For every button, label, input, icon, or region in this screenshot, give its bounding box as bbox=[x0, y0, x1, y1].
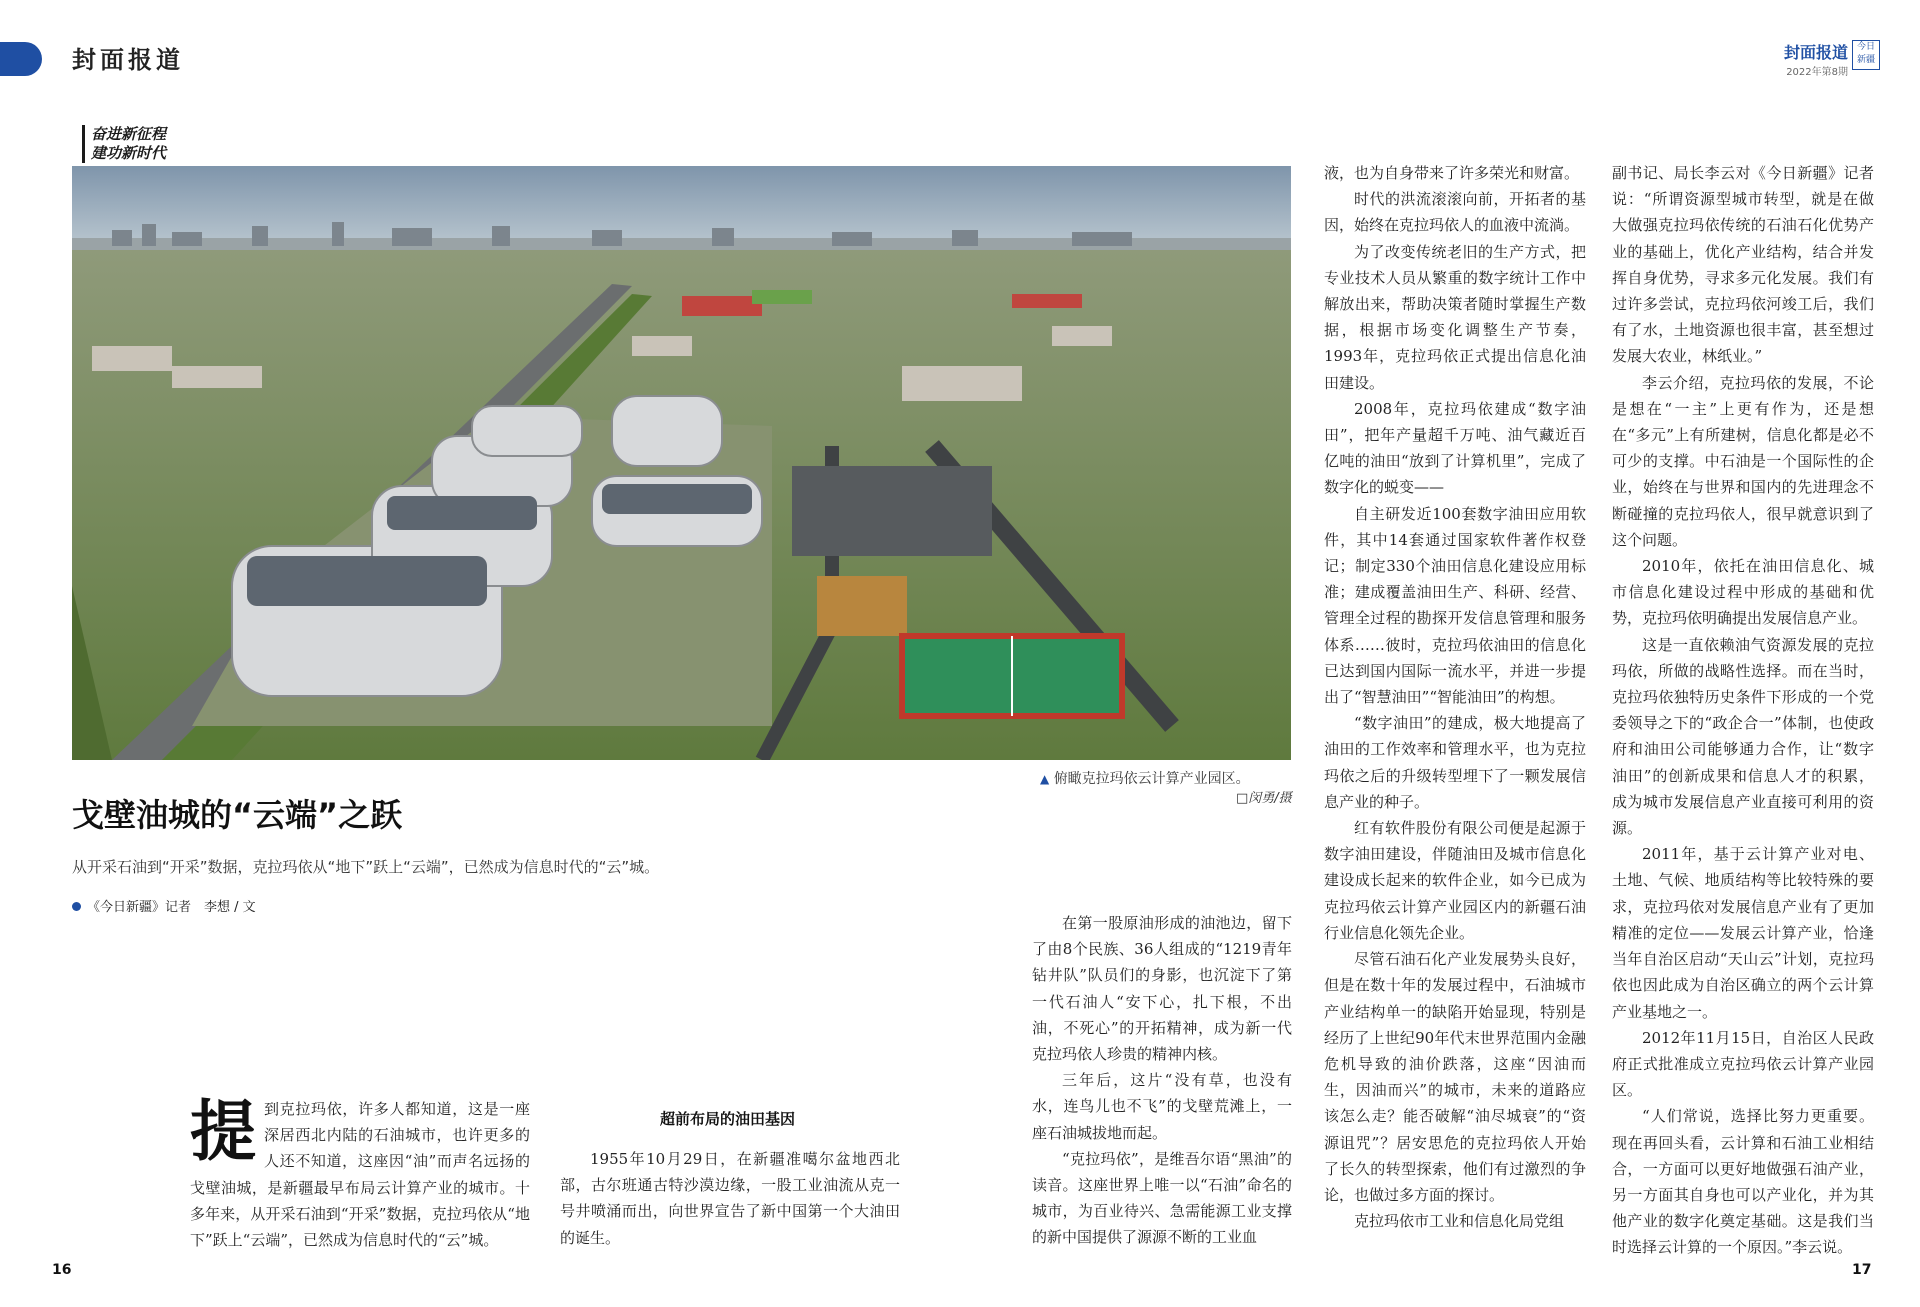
paragraph: 液，也为自身带来了许多荣光和财富。 bbox=[1324, 164, 1580, 182]
paragraph: 2010年，依托在油田信息化、城市信息化建设过程中形成的基础和优势，克拉玛依明确提出发展信息产业。 bbox=[1612, 557, 1874, 628]
article-headline: 戈壁油城的“云端”之跃 bbox=[72, 796, 403, 834]
issue-number: 2022年第8期 bbox=[1786, 67, 1848, 78]
paragraph: 2012年11月15日，自治区人民政府正式批准成立克拉玛依云计算产业园区。 bbox=[1612, 1028, 1874, 1100]
byline-dot-icon bbox=[72, 902, 81, 911]
photo-credit: □闵勇/摄 bbox=[1236, 791, 1292, 806]
paragraph: 副书记、局长李云对《今日新疆》记者说：“所谓资源型城市转型，就是在做大做强克拉玛依传统的石油石化优势产业的基础上，优化产业结构，结合并发挥自身优势，寻求多元化发展。我们有过许多尝试，克拉玛依河竣工后，我们有了水，土地资源也很丰富，甚至想过发展大农业，林纸业。” bbox=[1612, 164, 1874, 366]
brand-name: 封面报道 bbox=[1783, 43, 1848, 62]
page-number-right: 17 bbox=[1852, 1262, 1872, 1278]
slogan-line-2: 建功新时代 bbox=[91, 144, 167, 162]
aerial-photo-illustration bbox=[72, 166, 1291, 760]
paragraph: 为了改变传统老旧的生产方式，把专业技术人员从繁重的数字统计工作中解放出来，帮助决策者随时掌握生产数据，根据市场变化调整生产节奏，1993年，克拉玛依正式提出信息化油田建设。 bbox=[1324, 242, 1586, 392]
triangle-icon: ▲ bbox=[1040, 772, 1050, 786]
section-title: 封面报道 bbox=[72, 45, 184, 74]
article-column-4 bbox=[1324, 160, 1586, 1234]
page-number-left: 16 bbox=[52, 1262, 72, 1278]
paragraph: “人们常说，选择比努力更重要。现在再回头看，云计算和石油工业相结合，一方面可以更好地做强石油产业，另一方面其自身也可以产业化，并为其他产业的数字化奠定基础。这是我们当时选择云计算的一个原因。”李云说。 bbox=[1612, 1107, 1874, 1257]
drop-cap: 提 bbox=[190, 1092, 256, 1170]
paragraph: 时代的洪流滚滚向前，开拓者的基因，始终在克拉玛依人的血液中流淌。 bbox=[1324, 190, 1586, 235]
paragraph: 三年后，这片“没有草，也没有水，连鸟儿也不飞”的戈壁荒滩上，一座石油城拔地而起。 bbox=[1032, 1071, 1292, 1142]
paragraph: 这是一直依赖油气资源发展的克拉玛依，所做的战略性选择。而在当时，克拉玛依独特历史条件下形成的一个党委领导之下的“政企合一”体制，也使政府和油田公司能够通力合作，让“数字油田”的创新成果和信息人才的积累，成为城市发展信息产业直接可利用的资源。 bbox=[1612, 635, 1874, 838]
article-column-1 bbox=[190, 1092, 530, 1253]
article-byline bbox=[72, 896, 256, 915]
paragraph: 红有软件股份有限公司便是起源于数字油田建设，伴随油田及城市信息化建设成长起来的软件企业，如今已成为克拉玛依云计算产业园区内的新疆石油行业信息化领先企业。 bbox=[1324, 819, 1586, 942]
paragraph: 在第一股原油形成的油池边，留下了由8个民族、36人组成的“1219青年钻井队”队员们的身影，也沉淀下了第一代石油人“安下心，扎下根，不出油，不死心”的开拓精神，成为新一代克拉玛依人珍贵的精神内核。 bbox=[1032, 914, 1292, 1064]
magazine-logo: 今日新疆 bbox=[1852, 40, 1880, 70]
intro-paragraph bbox=[190, 1092, 530, 1253]
intro-text: 到克拉玛依，许多人都知道，这是一座深居西北内陆的石油城市，也许更多的人还不知道，这座因“油”而声名远扬的戈壁油城，是新疆最早布局云计算产业的城市。十多年来，从开采石油到“开采”数据，克拉玛依从“地下”跃上“云端”，已然成为信息时代的“云”城。 bbox=[190, 1100, 530, 1250]
photo-caption-text: 俯瞰克拉玛依云计算产业园区。 bbox=[1053, 771, 1250, 787]
magazine-brand bbox=[1784, 40, 1848, 78]
paragraph: 2011年，基于云计算产业对电、土地、气候、地质结构等比较特殊的要求，克拉玛依对发展信息产业有了更加精准的定位——发展云计算产业，恰逢当年自治区启动“天山云”计划，克拉玛依也因此成为自治区确立的两个云计算产业基地之一。 bbox=[1612, 845, 1874, 1021]
article-deck: 从开采石油到“开采”数据，克拉玛依从“地下”跃上“云端”，已然成为信息时代的“云”城。 bbox=[72, 858, 660, 876]
article-column-5 bbox=[1612, 160, 1874, 1261]
paragraph: 克拉玛依市工业和信息化局党组 bbox=[1354, 1212, 1565, 1231]
article-column-3 bbox=[1032, 910, 1292, 1251]
article-column-2 bbox=[560, 1146, 900, 1251]
photo-caption bbox=[1040, 768, 1250, 788]
paragraph: “克拉玛依”，是维吾尔语“黑油”的读音。这座世界上唯一以“石油”命名的城市，为百业待兴、急需能源工业支撑的新中国提供了源源不断的工业血 bbox=[1032, 1149, 1292, 1247]
paragraph: 李云介绍，克拉玛依的发展，不论是想在“一主”上更有作为，还是想在“多元”上有所建树，信息化都是必不可少的支撑。中石油是一个国际性的企业，始终在与世界和国内的先进理念不断碰撞的克拉玛依人，很早就意识到了这个问题。 bbox=[1612, 373, 1874, 549]
paragraph: 2008年，克拉玛依建成“数字油田”，把年产量超千万吨、油气藏近百亿吨的油田“放到了计算机里”，完成了数字化的蜕变—— bbox=[1324, 399, 1586, 497]
aerial-photo bbox=[72, 166, 1291, 760]
slogan-line-1: 奋进新征程 bbox=[91, 125, 167, 143]
section-tab-marker bbox=[0, 42, 42, 76]
paragraph: 1955年10月29日，在新疆准噶尔盆地西北部，古尔班通古特沙漠边缘，一股工业油流从克一号井喷涌而出，向世界宣告了新中国第一个大油田的诞生。 bbox=[560, 1150, 900, 1247]
slogan bbox=[82, 125, 166, 163]
byline-text: 《今日新疆》记者 李想 / 文 bbox=[87, 900, 256, 915]
paragraph: 尽管石油石化产业发展势头良好，但是在数十年的发展过程中，石油城市产业结构单一的缺陷开始显现，特别是经历了上世纪90年代末世界范围内金融危机导致的油价跌落，这座“因油而生，因油而兴”的城市，未来的道路应该怎么走？能否破解“油尽城衰”的“资源诅咒”？居安思危的克拉玛依人开始了长久的转型探索，他们有过激烈的争论，也做过多方面的探讨。 bbox=[1324, 950, 1586, 1204]
paragraph: “数字油田”的建成，极大地提高了油田的工作效率和管理水平，也为克拉玛依之后的升级转型埋下了一颗发展信息产业的种子。 bbox=[1324, 714, 1586, 811]
paragraph: 自主研发近100套数字油田应用软件，其中14套通过国家软件著作权登记；制定330个油田信息化建设应用标准；建成覆盖油田生产、科研、经营、管理全过程的勘探开发信息管理和服务体系……彼时，克拉玛依油田的信息化已达到国内国际一流水平，并进一步提出了“智慧油田”“智能油田”的构想。 bbox=[1324, 504, 1586, 707]
section-subhead: 超前布局的油田基因 bbox=[660, 1110, 796, 1128]
